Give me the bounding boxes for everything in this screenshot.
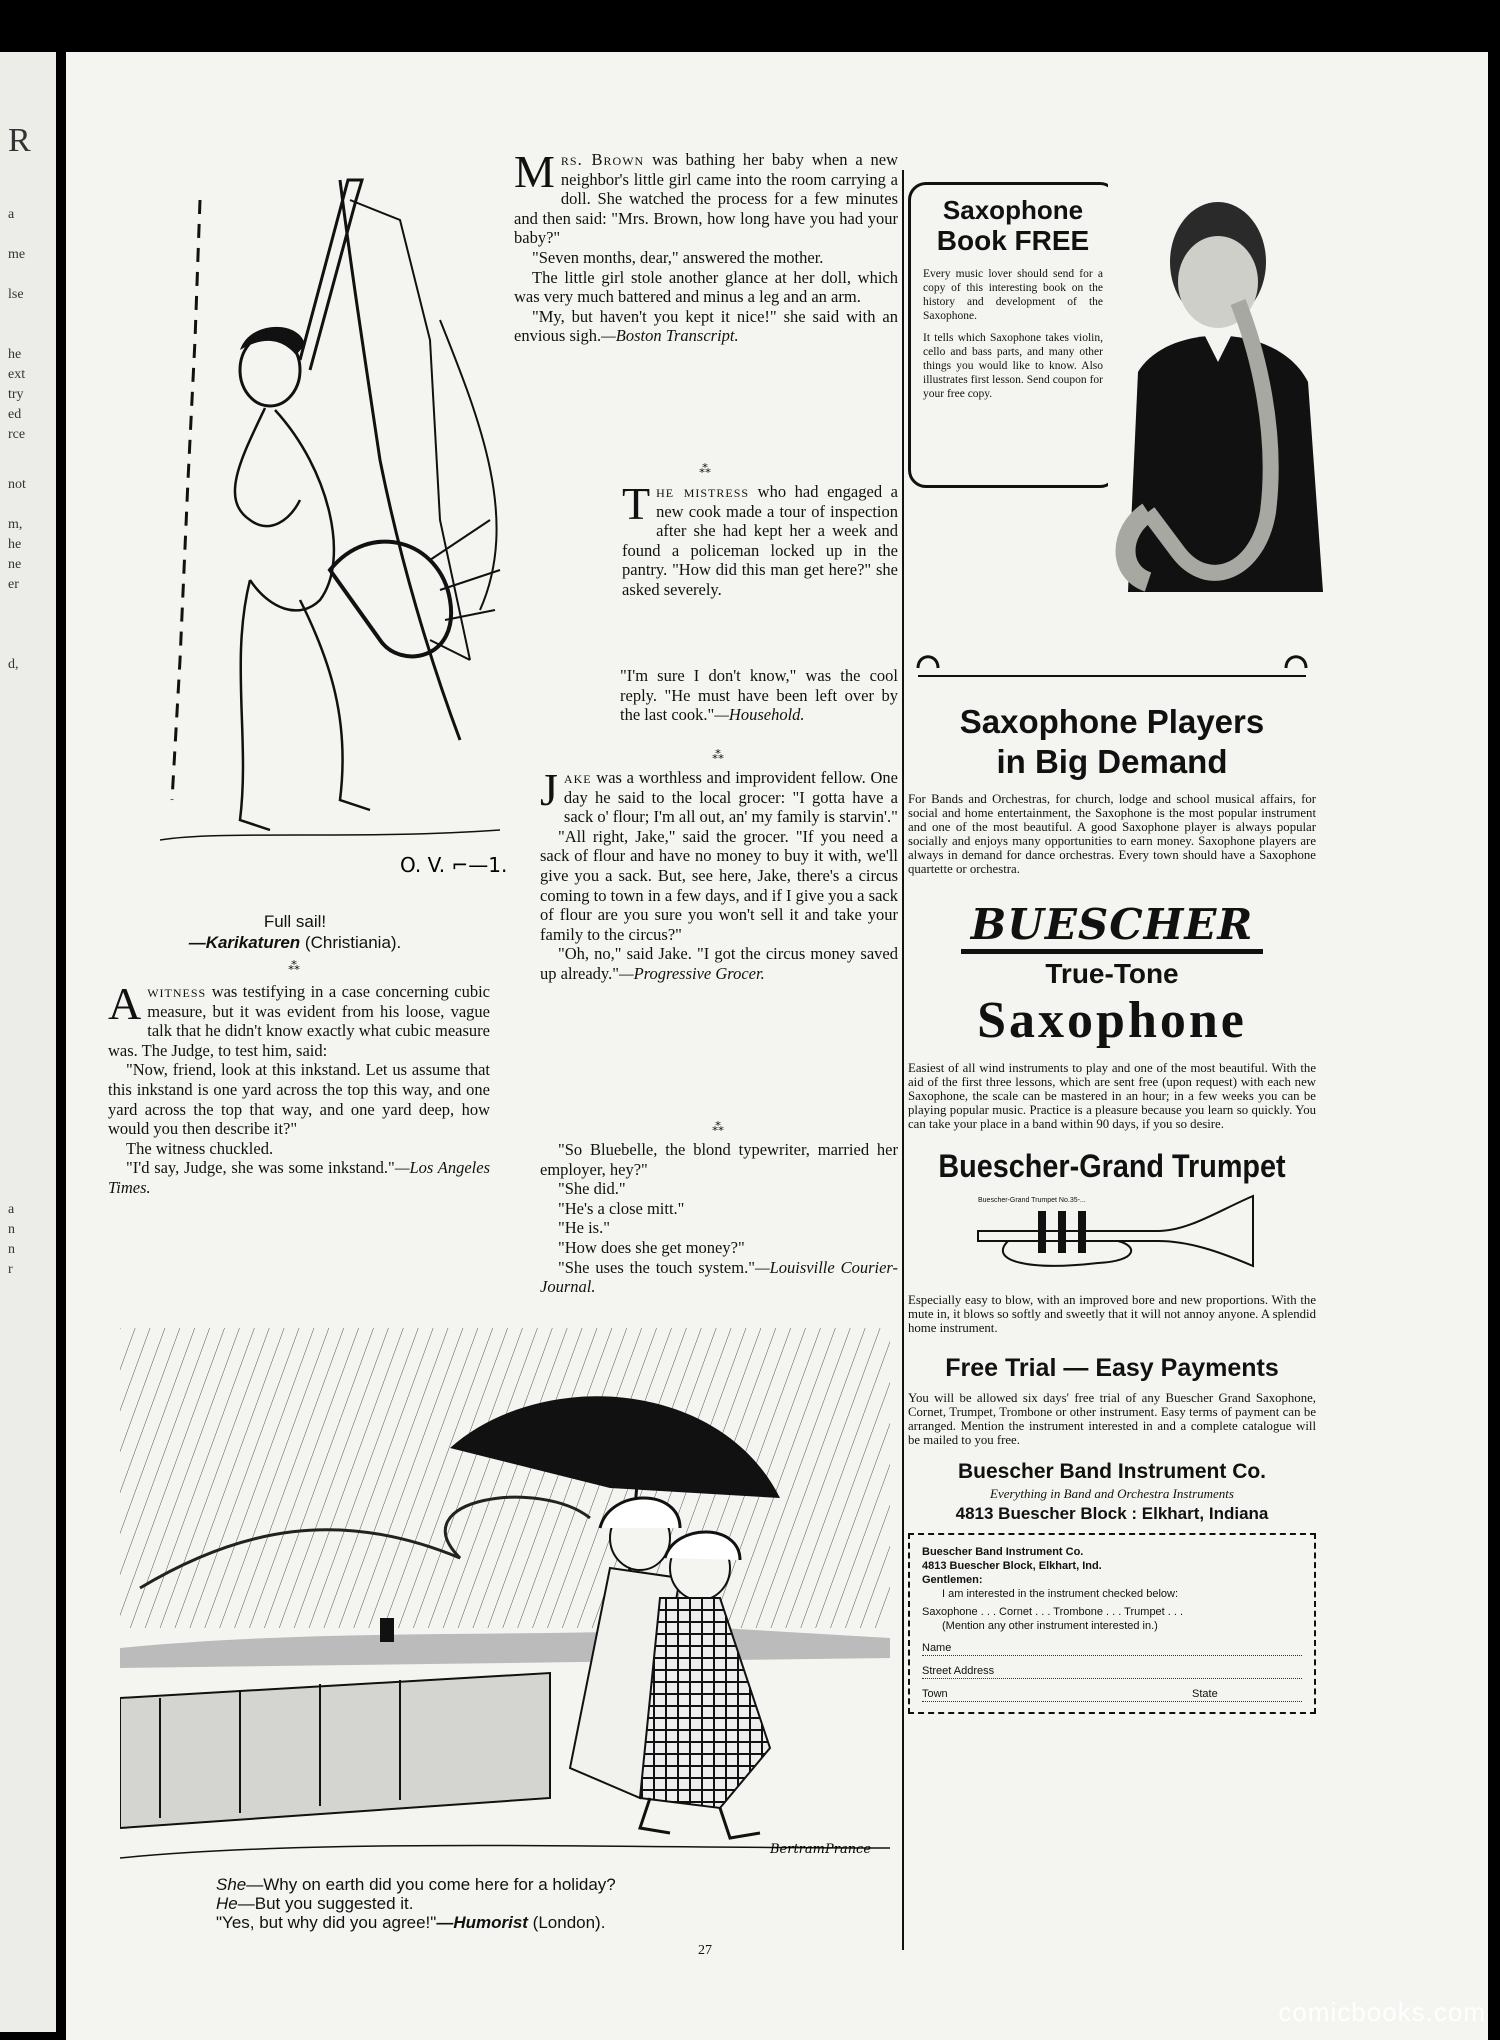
story-source: —Household. bbox=[714, 705, 805, 725]
story-paragraph: "He's a close mitt." bbox=[558, 1198, 685, 1218]
caption-source: —Karikaturen bbox=[188, 933, 301, 952]
cartoon-holiday bbox=[120, 1328, 890, 1868]
story-paragraph: "She did." bbox=[558, 1179, 626, 1199]
name-field[interactable] bbox=[922, 1641, 1302, 1656]
street-label: Street Address bbox=[922, 1665, 995, 1677]
company-name: Buescher Band Instrument Co. bbox=[957, 1460, 1267, 1483]
instrument-checkboxes[interactable]: Saxophone . . . Cornet . . . Trombone . . . Trumpet . . . bbox=[922, 1606, 1184, 1618]
story-bluebelle bbox=[540, 1140, 898, 1297]
trumpet-illustration bbox=[908, 1191, 1316, 1281]
book-title: Saxophone bbox=[942, 195, 1084, 225]
margin-fragment: rce bbox=[8, 427, 26, 442]
margin-fragment: he bbox=[8, 537, 22, 552]
saxophone-headline: Saxophone bbox=[977, 992, 1247, 1049]
caption-line: "Yes, but why did you agree!" bbox=[216, 1913, 437, 1932]
story-source: —Progressive Grocer. bbox=[618, 963, 765, 983]
dropcap: J bbox=[540, 764, 558, 815]
brand-name: BUESCHER bbox=[961, 900, 1264, 954]
story-paragraph: "She uses the touch system." bbox=[558, 1257, 755, 1277]
margin-fragment: ne bbox=[8, 557, 22, 572]
demand-headline: Saxophone Players bbox=[959, 703, 1265, 740]
story-paragraph: "I'm sure I don't know," was the cool reply. "He must have been left over by the last cook." bbox=[620, 666, 898, 725]
dropcap: M bbox=[514, 146, 555, 197]
story-jake bbox=[540, 764, 898, 984]
free-trial: Free Trial bbox=[945, 1354, 1057, 1382]
section-divider: ⁂ bbox=[288, 959, 302, 973]
sailing-woman-illustration bbox=[100, 140, 510, 900]
story-paragraph: was a worthless and improvident fellow. One day he said to the local grocer: "I gotta have a sack o' flour; I'm all out, an' my family is starvin'." bbox=[563, 768, 898, 827]
margin-fragment: a bbox=[8, 207, 15, 222]
caption-speaker: She bbox=[216, 1875, 247, 1894]
story-mrs-brown bbox=[514, 146, 898, 346]
caption-source: —Humorist bbox=[436, 1913, 528, 1932]
story-paragraph: "Seven months, dear," answered the mother. bbox=[532, 247, 824, 267]
margin-fragment: not bbox=[8, 477, 26, 492]
margin-fragment: a bbox=[8, 1202, 15, 1217]
story-paragraph: was testifying in a case concerning cubic measure, but it was evident from his loose, vague talk that he didn't know exactly what cubic measure was. The Judge, to test him, said: bbox=[108, 982, 490, 1060]
book-title: Book FREE bbox=[936, 225, 1090, 256]
story-source: —Los Angeles Times. bbox=[108, 1158, 491, 1197]
state-label: State bbox=[1192, 1688, 1218, 1700]
rainy-beach-illustration bbox=[120, 1328, 890, 1868]
caption-place: (London). bbox=[532, 1913, 606, 1932]
trumpet-headline: Buescher-Grand Trumpet bbox=[938, 1148, 1286, 1184]
story-mistress bbox=[622, 478, 898, 600]
caption-line: —But you suggested it. bbox=[237, 1894, 414, 1913]
story-witness bbox=[108, 978, 491, 1198]
story-paragraph: "My, but haven't you kept it nice!" she said with an envious sigh. bbox=[514, 306, 898, 346]
demand-text: For Bands and Orchestras, for church, lodge and school musical affairs, for social and home entertainment, the Saxophone is the most popular instrument and one of the most beautiful. A good Saxophone player is always popular socially and enjoys many opportunities to earn money. Saxophone players are always in demand for dance orchestras. Every town should have a Saxophone quartette or orchestra. bbox=[908, 792, 1316, 876]
section-divider: ⁂ bbox=[712, 1120, 726, 1134]
trumpet-icon bbox=[968, 1191, 1258, 1281]
free-trial-headline: Free Trial — Easy Payments bbox=[945, 1354, 1279, 1382]
story-mistress-continued bbox=[540, 666, 898, 725]
story-paragraph: "I'd say, Judge, she was some inkstand." bbox=[126, 1158, 395, 1178]
coupon-line: 4813 Buescher Block, Elkhart, Ind. bbox=[922, 1560, 1102, 1572]
decorative-rule bbox=[908, 648, 1316, 688]
company-tagline: Everything in Band and Orchestra Instruments bbox=[990, 1486, 1234, 1501]
demand-headline: in Big Demand bbox=[996, 743, 1228, 780]
true-tone-label: True-Tone bbox=[1045, 958, 1179, 989]
saxophone-book-panel bbox=[908, 172, 1316, 702]
margin-fragment: me bbox=[8, 247, 26, 262]
story-paragraph: "Now, friend, look at this inkstand. Let us assume that this inkstand is one yard across the top this way, and one yard across the top that way, and one yard deep, how would you then describe it?" bbox=[108, 1060, 490, 1139]
margin-fragment: R bbox=[8, 122, 31, 159]
story-paragraph: "Oh, no," said Jake. "I got the circus money saved up already." bbox=[540, 944, 898, 983]
story-paragraph: "He is." bbox=[558, 1218, 610, 1238]
street-address-field[interactable] bbox=[922, 1664, 1302, 1679]
story-paragraph: The witness chuckled. bbox=[126, 1138, 274, 1158]
margin-fragment: er bbox=[8, 577, 19, 592]
book-free-box bbox=[908, 182, 1118, 488]
story-paragraph: "How does she get money?" bbox=[558, 1237, 745, 1257]
cartoon-signature: O. V. ⌐—1. bbox=[400, 853, 508, 877]
margin-fragment: lse bbox=[8, 287, 24, 302]
book-description: It tells which Saxophone takes violin, cello and bass parts, and many other things you would like to know. Also illustrates first lesson. Send coupon for your free copy. bbox=[923, 332, 1103, 400]
buescher-logo bbox=[908, 900, 1316, 949]
story-lead: witness bbox=[147, 982, 207, 1001]
story-paragraph: was bathing her baby when a new neighbor's little girl came into the room carrying a doll. She watched the process for a few minutes and then said: "Mrs. Brown, how long have you had your baby?" bbox=[514, 150, 898, 248]
previous-page-edge bbox=[0, 52, 56, 2032]
story-source: —Boston Transcript. bbox=[601, 326, 739, 346]
dropcap: T bbox=[622, 478, 651, 529]
margin-fragment: r bbox=[8, 1262, 13, 1277]
company-address: 4813 Buescher Block : Elkhart, Indiana bbox=[955, 1504, 1269, 1523]
story-lead: rs. Brown bbox=[560, 150, 645, 169]
name-label: Name bbox=[922, 1642, 952, 1654]
margin-fragment: d, bbox=[8, 657, 19, 672]
coupon-line: (Mention any other instrument interested in.) bbox=[942, 1620, 1158, 1632]
margin-fragment: m, bbox=[8, 517, 23, 532]
section-divider: ⁂ bbox=[712, 748, 726, 762]
trumpet-label: Buescher-Grand Trumpet No.35-... bbox=[978, 1197, 1086, 1204]
caption-line: —Why on earth did you come here for a holiday? bbox=[246, 1875, 616, 1894]
page-number: 27 bbox=[698, 1943, 712, 1958]
town-state-field[interactable] bbox=[922, 1687, 1302, 1702]
saxophone-text: Easiest of all wind instruments to play and one of the most beautiful. With the aid of the first three lessons, which are sent free (upon request) with each new Saxophone, the scale can be mastered in an hour; in a few weeks you can be playing popular music. Practice is a pleasure because you learn so quickly. You can take your place in a band within 90 days, if you so desire. bbox=[908, 1061, 1316, 1131]
caption-title: Full sail! bbox=[263, 912, 327, 931]
caption-speaker: He bbox=[216, 1894, 238, 1913]
coupon-line: Gentlemen: bbox=[922, 1574, 983, 1586]
margin-fragment: ext bbox=[8, 367, 26, 382]
story-paragraph: "All right, Jake," said the grocer. "If you need a sack of flour and have no money to buy it with, we'll give you a sack. But, see here, Jake, there's a circus coming to town in a few days, and if I give you a sack of flour are you sure you won't sell it and take your family to the circus?" bbox=[540, 826, 898, 944]
story-lead: ake bbox=[563, 768, 592, 787]
cartoon2-caption bbox=[216, 1875, 816, 1932]
margin-fragment: ed bbox=[8, 407, 22, 422]
book-description: Every music lover should send for a copy of this interesting book on the history and development of the Saxophone. bbox=[923, 268, 1103, 322]
easy-payments: Easy Payments bbox=[1095, 1354, 1279, 1382]
margin-fragment: he bbox=[8, 347, 22, 362]
cartoon-full-sail bbox=[100, 140, 510, 900]
site-watermark: comicbooks.com bbox=[1278, 1997, 1486, 2027]
margin-fragment: try bbox=[8, 387, 24, 402]
story-paragraph: who had engaged a new cook made a tour of inspection after she had kept her a week and found a policeman locked up in the pantry. "How did this man get here?" she asked severely. bbox=[622, 482, 898, 599]
story-lead: he mistress bbox=[656, 482, 750, 501]
dropcap: A bbox=[108, 978, 142, 1029]
column-rule bbox=[902, 170, 904, 1950]
trumpet-text: Especially easy to blow, with an improved bore and new proportions. With the mute in, it blows so softly and sweetly that it will not annoy anyone. A splendid home instrument. bbox=[908, 1293, 1316, 1335]
saxophonist-photo bbox=[1108, 172, 1323, 672]
caption-place: (Christiania). bbox=[304, 933, 402, 952]
town-label: Town bbox=[922, 1688, 948, 1700]
cartoon1-caption bbox=[100, 911, 490, 953]
story-paragraph: "So Bluebelle, the blond typewriter, married her employer, hey?" bbox=[540, 1140, 898, 1179]
section-divider: ⁂ bbox=[699, 462, 713, 476]
cartoon2-signature: BertramPrance bbox=[770, 1842, 872, 1857]
order-coupon[interactable] bbox=[908, 1533, 1316, 1714]
buescher-advertisement bbox=[908, 172, 1316, 1714]
margin-fragment: n bbox=[8, 1222, 15, 1237]
coupon-line: I am interested in the instrument checked below: bbox=[942, 1588, 1179, 1600]
trial-text: You will be allowed six days' free trial of any Buescher Grand Saxophone, Cornet, Trumpet, Trombone or other instrument. Easy terms of payment can be arranged. Mention the instrument interested in and a complete catalogue will be mailed to you free. bbox=[908, 1391, 1316, 1447]
story-paragraph: The little girl stole another glance at her doll, which was very much battered and minus a leg and an arm. bbox=[514, 267, 898, 307]
margin-fragment: n bbox=[8, 1242, 15, 1257]
story-source: —Louisville Courier-Journal. bbox=[540, 1257, 898, 1297]
coupon-line: Buescher Band Instrument Co. bbox=[922, 1546, 1084, 1558]
